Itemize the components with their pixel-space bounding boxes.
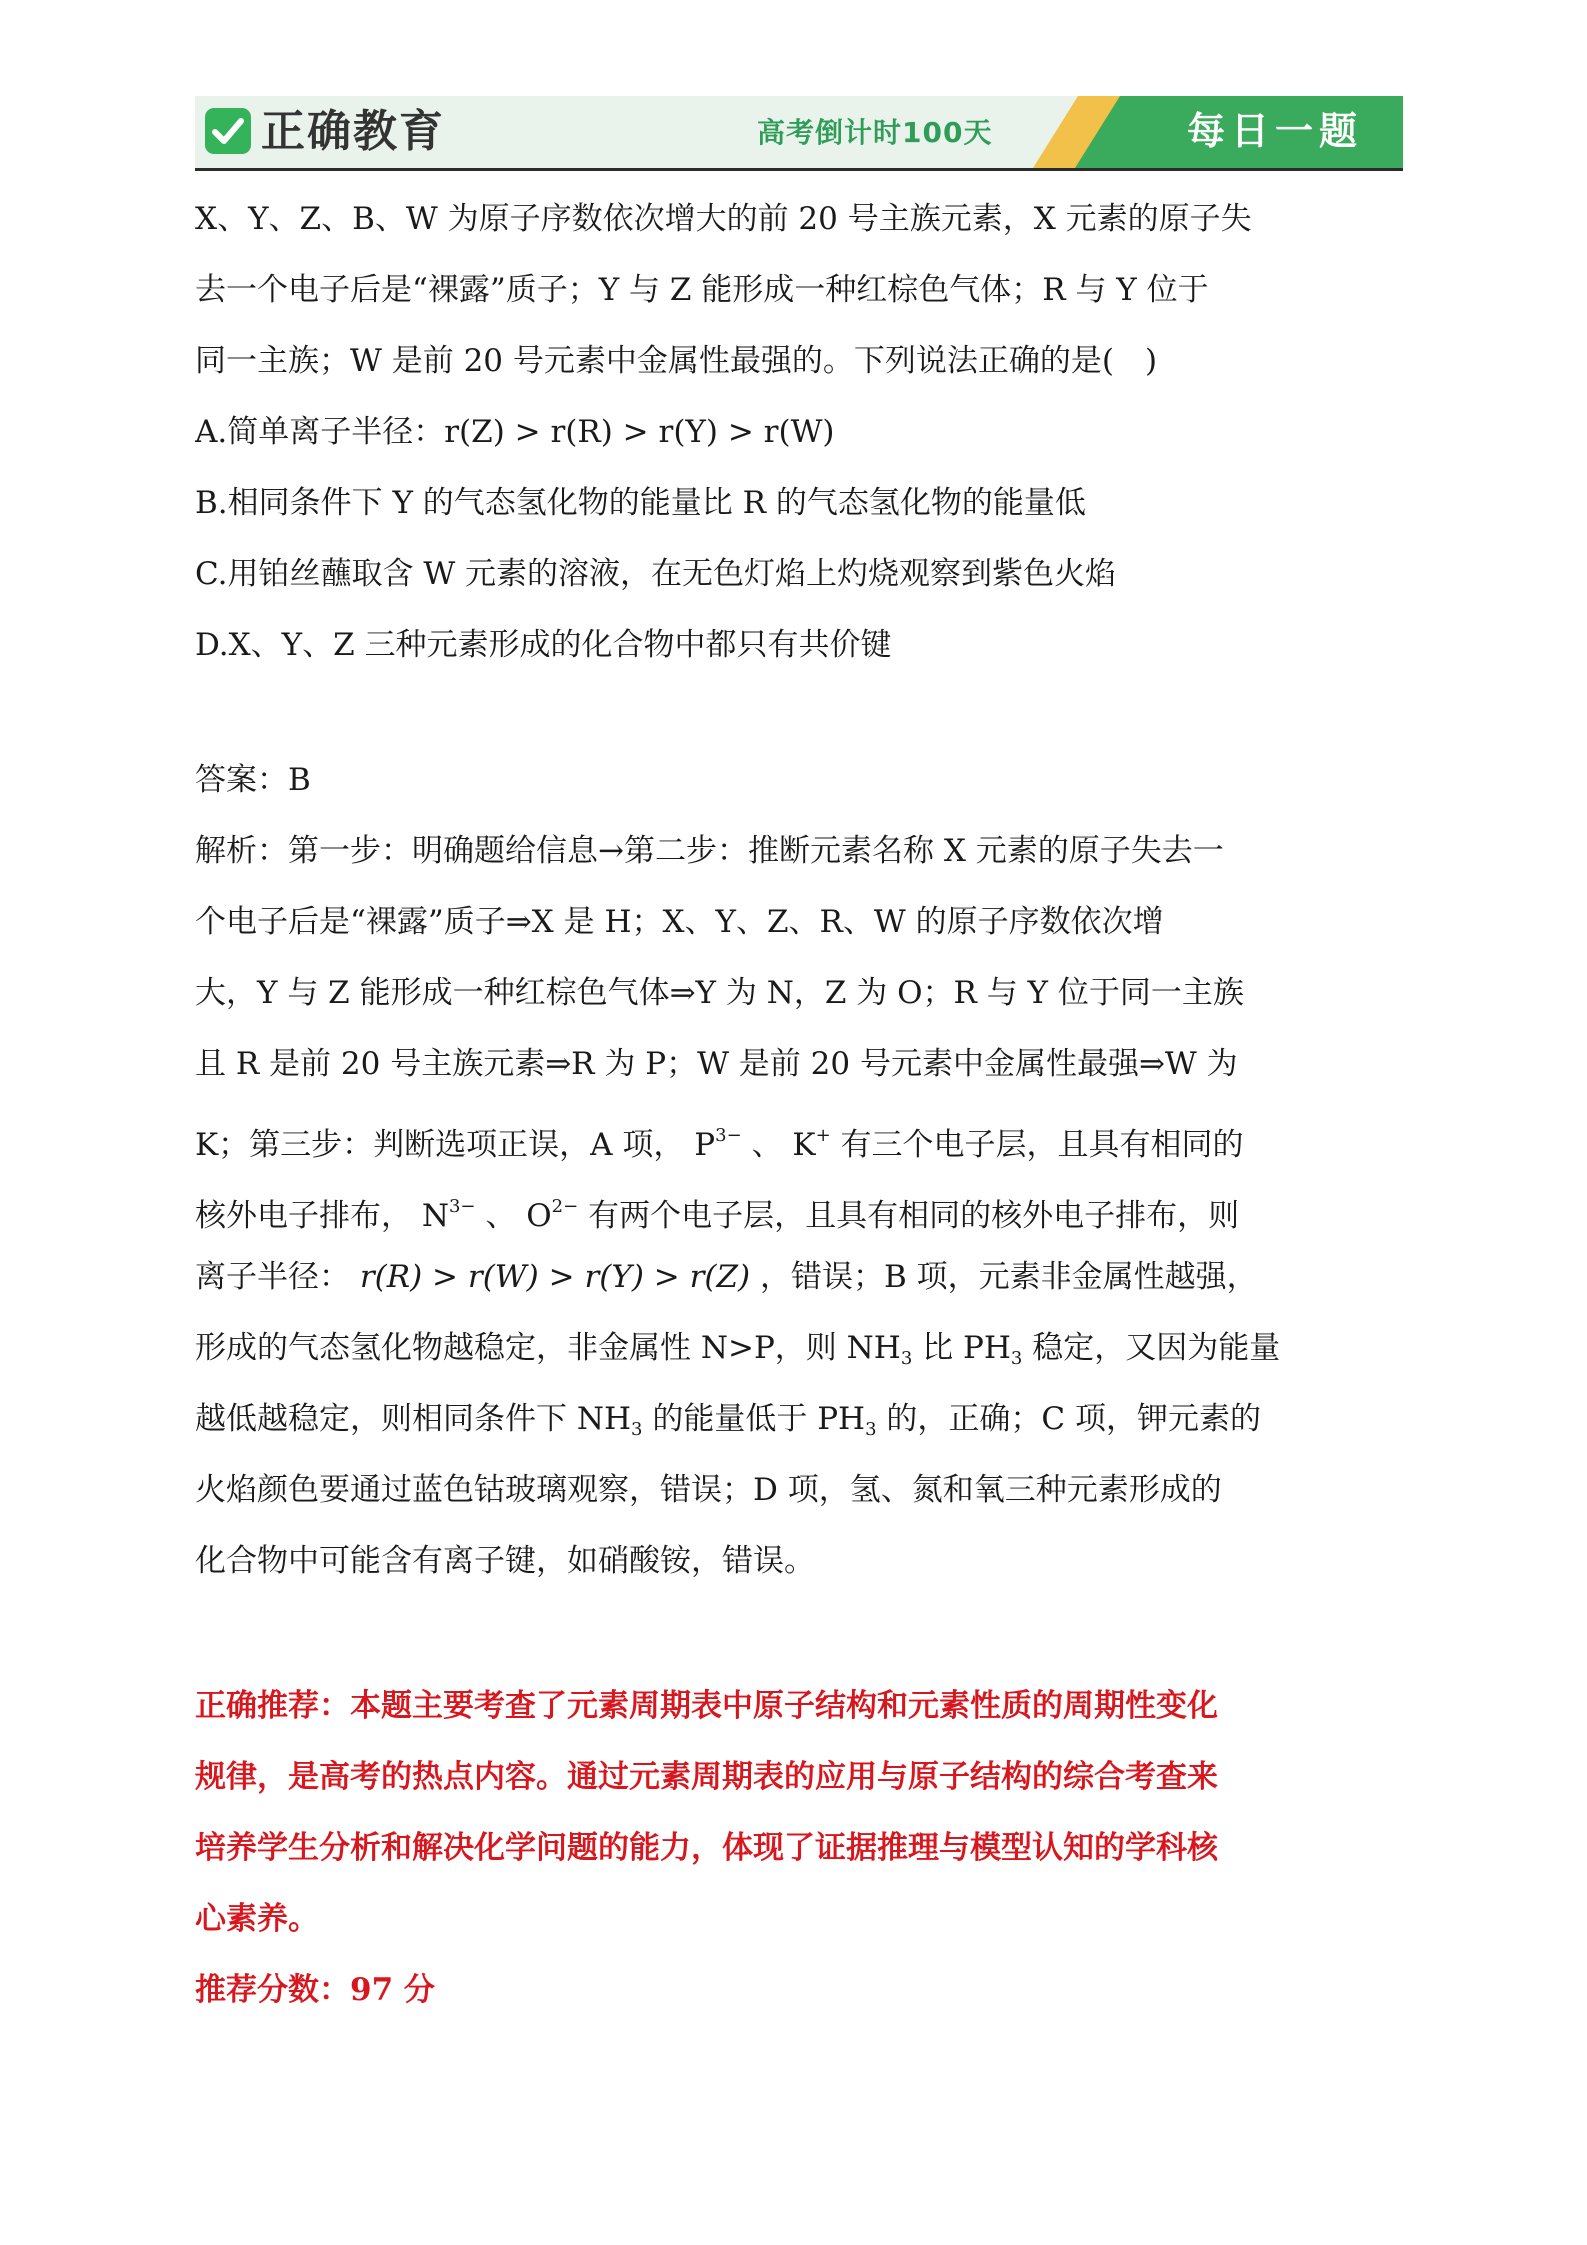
- ion-phosphide: [694, 1127, 741, 1163]
- ion-charge: 3−: [448, 1196, 476, 1217]
- question-line: 同一主族；W 是前 20 号元素中金属性最强的。下列说法正确的是( ): [195, 343, 1158, 379]
- formula-subscript: 3: [865, 1419, 877, 1440]
- analysis-text: 稳定，又因为能量: [1032, 1330, 1281, 1366]
- analysis-text: 形成的气态氢化物越稳定，非金属性 N>P，则: [195, 1330, 837, 1366]
- ion-symbol: P: [694, 1127, 716, 1163]
- analysis-line: 个电子后是“裸露”质子⇒X 是 H；X、Y、Z、R、W 的原子序数依次增: [195, 904, 1164, 940]
- analysis-line: 化合物中可能含有离子键，如硝酸铵，错误。: [195, 1543, 815, 1579]
- formula-ammonia: [846, 1330, 913, 1369]
- formula-phosphine: [817, 1401, 877, 1440]
- formula-ammonia: [576, 1401, 643, 1440]
- recommendation-line: 培养学生分析和解决化学问题的能力，体现了证据推理与模型认知的学科核: [195, 1830, 1218, 1866]
- analysis-line: 大，Y 与 Z 能形成一种红棕色气体⇒Y 为 N，Z 为 O；R 与 Y 位于同一主族: [195, 975, 1244, 1011]
- options: [195, 397, 1405, 681]
- daily-question-label: 每日一题: [1186, 109, 1363, 153]
- question-line: X、Y、Z、B、W 为原子序数依次增大的前 20 号主族元素，X 元素的原子失: [195, 201, 1252, 237]
- countdown-text: 高考倒计时100天: [757, 116, 993, 149]
- ion-charge: 3−: [715, 1125, 742, 1146]
- analysis-line: [195, 1100, 1405, 1171]
- formula-subscript: 3: [900, 1348, 913, 1369]
- option-c: C.用铂丝蘸取含 W 元素的溶液，在无色灯焰上灼烧观察到紫色火焰: [195, 556, 1117, 592]
- analysis: [195, 816, 1405, 1597]
- ion-potassium: [792, 1127, 830, 1163]
- analysis-text: 离子半径：: [195, 1259, 350, 1295]
- analysis-text: K；第三步：判断选项正误，A 项，: [195, 1127, 685, 1163]
- recommendation: [195, 1671, 1405, 2026]
- recommendation-line: 心素养。: [195, 1901, 319, 1937]
- analysis-line: [195, 1242, 1405, 1313]
- formula-symbol: PH: [963, 1330, 1011, 1366]
- brand-name: 正确教育: [261, 106, 445, 157]
- analysis-text: 有两个电子层，且具有相同的核外电子排布，则: [588, 1198, 1240, 1234]
- analysis-line: [195, 1384, 1405, 1455]
- option-b: B.相同条件下 Y 的气态氢化物的能量比 R 的气态氢化物的能量低: [195, 485, 1086, 521]
- spacer: [195, 1597, 1405, 1671]
- formula-symbol: NH: [846, 1330, 901, 1366]
- analysis-line: 且 R 是前 20 号主族元素⇒R 为 P；W 是前 20 号元素中金属性最强⇒W 为: [195, 1046, 1238, 1082]
- analysis-line: 解析：第一步：明确题给信息→第二步：推断元素名称 X 元素的原子失去一: [195, 833, 1224, 869]
- ion-charge: +: [815, 1125, 831, 1146]
- answer: 答案：B: [195, 762, 311, 798]
- document-body: [195, 184, 1405, 2026]
- question-stem: [195, 184, 1405, 397]
- recommendation-line: 正确推荐：本题主要考查了元素周期表中原子结构和元素性质的周期性变化: [195, 1688, 1218, 1724]
- formula-symbol: NH: [576, 1401, 632, 1437]
- question-line: 去一个电子后是“裸露”质子；Y 与 Z 能形成一种红棕色气体；R 与 Y 位于: [195, 272, 1209, 308]
- analysis-text: 越低越稳定，则相同条件下: [195, 1401, 567, 1437]
- ion-oxide: [526, 1198, 578, 1234]
- option-d: D.X、Y、Z 三种元素形成的化合物中都只有共价键: [195, 627, 892, 663]
- ion-symbol: N: [421, 1198, 449, 1234]
- spacer: [195, 681, 1405, 745]
- recommendation-score: 推荐分数：97 分: [195, 1972, 435, 2008]
- formula-subscript: 3: [631, 1419, 643, 1440]
- analysis-text: 核外电子排布，: [195, 1198, 412, 1234]
- radius-formula: r(R) > r(W) > r(Y) > r(Z): [359, 1259, 751, 1295]
- checkmark-icon: [205, 108, 251, 154]
- analysis-line: 火焰颜色要通过蓝色钴玻璃观察，错误；D 项，氢、氮和氧三种元素形成的: [195, 1472, 1222, 1508]
- formula-phosphine: [963, 1330, 1023, 1369]
- ion-nitride: [422, 1198, 476, 1234]
- analysis-text: ，错误；B 项，元素非金属性越强，: [760, 1259, 1258, 1295]
- ion-charge: 2−: [551, 1196, 579, 1217]
- recommendation-line: 规律，是高考的热点内容。通过元素周期表的应用与原子结构的综合考查来: [195, 1759, 1218, 1795]
- analysis-text: 有三个电子层，且具有相同的: [840, 1127, 1244, 1163]
- formula-symbol: PH: [817, 1401, 866, 1437]
- analysis-line: [195, 1171, 1405, 1242]
- ion-symbol: K: [792, 1127, 816, 1163]
- separator: 、: [751, 1127, 783, 1163]
- option-a: A.简单离子半径：r(Z) > r(R) > r(Y) > r(W): [195, 414, 835, 450]
- formula-subscript: 3: [1010, 1348, 1023, 1369]
- ion-symbol: O: [526, 1198, 552, 1234]
- analysis-text: 的，正确；C 项，钾元素的: [886, 1401, 1261, 1437]
- header-banner: [195, 96, 1403, 171]
- analysis-text: 比: [922, 1330, 954, 1366]
- analysis-text: 的能量低于: [652, 1401, 808, 1437]
- separator: 、: [485, 1198, 517, 1234]
- analysis-line: [195, 1313, 1405, 1384]
